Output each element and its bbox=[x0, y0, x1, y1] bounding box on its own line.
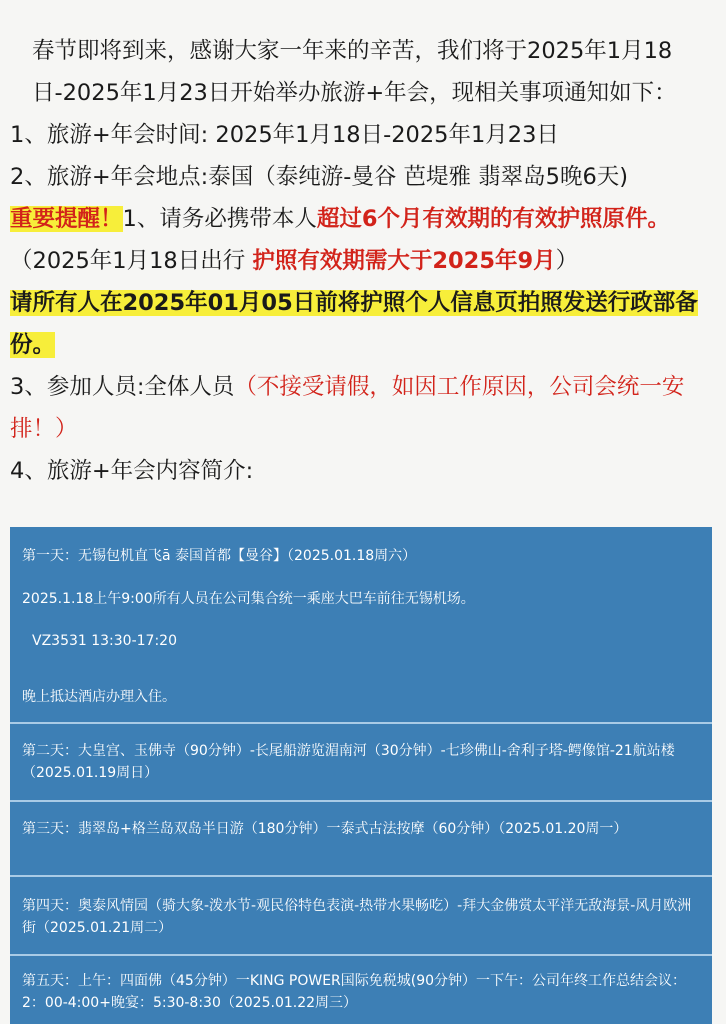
item-participants bbox=[10, 366, 716, 450]
reminder-close: ） bbox=[555, 248, 579, 274]
reminder-passport: 超过6个月有效期的有效护照原件。 bbox=[316, 206, 670, 232]
day4-text: 第四天：奥泰风情园（骑大象-泼水节-观民俗特色表演-热带水果畅吃）-拜大金佛赏太平洋无敌海景-风月欧洲街（2025.01.21周二） bbox=[22, 898, 692, 936]
passport-deadline-text: 请所有人在2025年01月05日前将护照个人信息页拍照发送行政部备份。 bbox=[10, 290, 698, 358]
itinerary-day-2 bbox=[10, 724, 712, 800]
item-location: 2、旅游+年会地点:泰国（泰纯游-曼谷 芭堤雅 翡翠岛5晚6天) bbox=[10, 164, 629, 190]
day1-title: 第一天：无锡包机直飞ā 泰国首都【曼谷】（2025.01.18周六） bbox=[22, 548, 417, 564]
intro-paragraph: 春节即将到来，感谢大家一年来的辛苦，我们将于2025年1月18日-2025年1月23日开始举办旅游+年会，现相关事项通知如下： bbox=[32, 38, 677, 106]
day5-text: 第五天：上午：四面佛（45分钟）一KING POWER国际免税城(90分钟）一下午：公司年终工作总结会议：2：00-4:00+晚宴：5:30-8:30（2025.01.22周三） bbox=[22, 973, 687, 1011]
reminder-paragraph bbox=[10, 198, 716, 282]
itinerary-day-5 bbox=[10, 956, 712, 1024]
reminder-text: 1、请务必携带本人 bbox=[122, 206, 317, 232]
itinerary-day-1 bbox=[10, 527, 712, 722]
day1-flight: VZ3531 13:30-17:20 bbox=[32, 633, 177, 649]
reminder-date: （2025年1月18日出行 bbox=[10, 248, 253, 274]
itinerary-day-4 bbox=[10, 877, 712, 954]
day2-text: 第二天：大皇宫、玉佛寺（90分钟）-长尾船游览湄南河（30分钟）-七珍佛山-舍利子塔-鳄像馆-21航站楼（2025.01.19周日） bbox=[22, 743, 675, 781]
participants-note: （不接受请假，如因工作原因，公司会统一安排！） bbox=[10, 374, 685, 442]
notice-text bbox=[10, 30, 716, 492]
itinerary-panel bbox=[10, 527, 712, 1024]
reminder-tag: 重要提醒！ bbox=[10, 206, 123, 232]
day3-text: 第三天：翡翠岛+格兰岛双岛半日游（180分钟）一泰式古法按摩（60分钟）（2025.01.20周一） bbox=[22, 821, 628, 837]
passport-deadline bbox=[10, 282, 716, 366]
item-content: 4、旅游+年会内容简介: bbox=[10, 458, 254, 484]
participants-text: 3、参加人员:全体人员 bbox=[10, 374, 235, 400]
day1-hotel: 晚上抵达酒店办理入住。 bbox=[22, 689, 176, 705]
item-time: 1、旅游+年会时间: 2025年1月18日-2025年1月23日 bbox=[10, 122, 559, 148]
reminder-validity: 护照有效期需大于2025年9月 bbox=[252, 248, 556, 274]
day1-assembly: 2025.1.18上午9:00所有人员在公司集合统一乘座大巴车前往无锡机场。 bbox=[22, 591, 475, 607]
itinerary-day-3 bbox=[10, 802, 712, 875]
